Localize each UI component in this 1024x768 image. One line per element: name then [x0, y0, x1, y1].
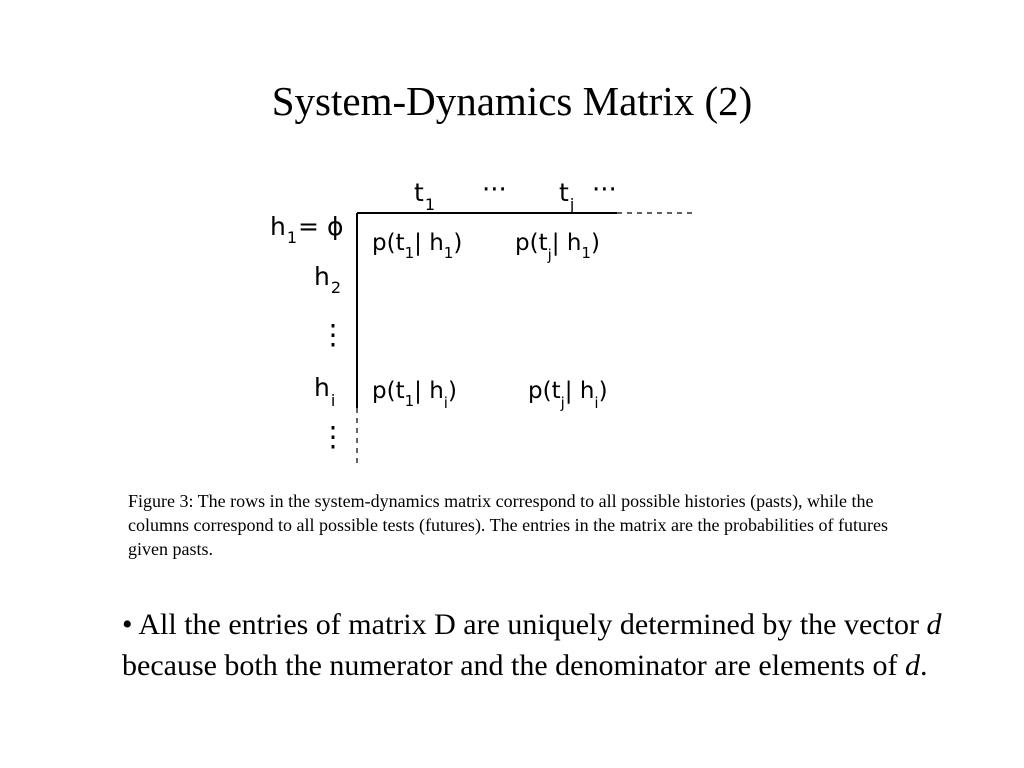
- slide-title: System-Dynamics Matrix (2): [271, 78, 753, 124]
- bullet-italic-d-2: d: [905, 649, 921, 682]
- matrix-cell-h1-t1: $p(t_1|$ $h_1$): [372, 230, 463, 262]
- column-header-ellipsis-1: ···: [482, 175, 507, 205]
- bullet-marker: •: [122, 608, 133, 641]
- row-header-hi: $h_i$: [314, 373, 336, 410]
- row-header-h2: $h_2$: [314, 262, 342, 297]
- figure-caption: Figure 3: The rows in the system-dynamics matrix correspond to all possible histories (pasts), while the columns correspond to all possible tests (futures). The entries in the matrix are the probabilities of futures given pasts.: [128, 491, 888, 559]
- column-header-tj: $t_j$: [559, 178, 575, 214]
- row-header-vertical-ellipsis-2: ⋮: [319, 420, 347, 453]
- bullet-point: [122, 604, 972, 686]
- column-header-t1: $t_1$: [414, 178, 435, 214]
- bullet-text-part-3: .: [920, 649, 928, 682]
- bullet-italic-d-1: d: [926, 608, 942, 641]
- matrix-cell-hi-t1: $p(t_1|$ $h_i$): [372, 378, 457, 412]
- row-header-vertical-ellipsis-1: ⋮: [319, 318, 347, 351]
- matrix-cell-hi-tj: $p(t_j|$ $h_i$): [528, 378, 608, 412]
- row-header-h1: $h_1= \phi$: [270, 212, 344, 247]
- column-header-ellipsis-2: ···: [592, 175, 617, 205]
- matrix-diagram: [262, 168, 702, 474]
- system-dynamics-matrix-figure: [262, 168, 702, 474]
- bullet-text-part-1: All the entries of matrix D are uniquely determined by the vector: [132, 608, 927, 641]
- matrix-cell-h1-tj: $p(t_j|$ $h_1$): [515, 230, 600, 264]
- bullet-text-part-2: because both the numerator and the denominator are elements of: [122, 649, 906, 682]
